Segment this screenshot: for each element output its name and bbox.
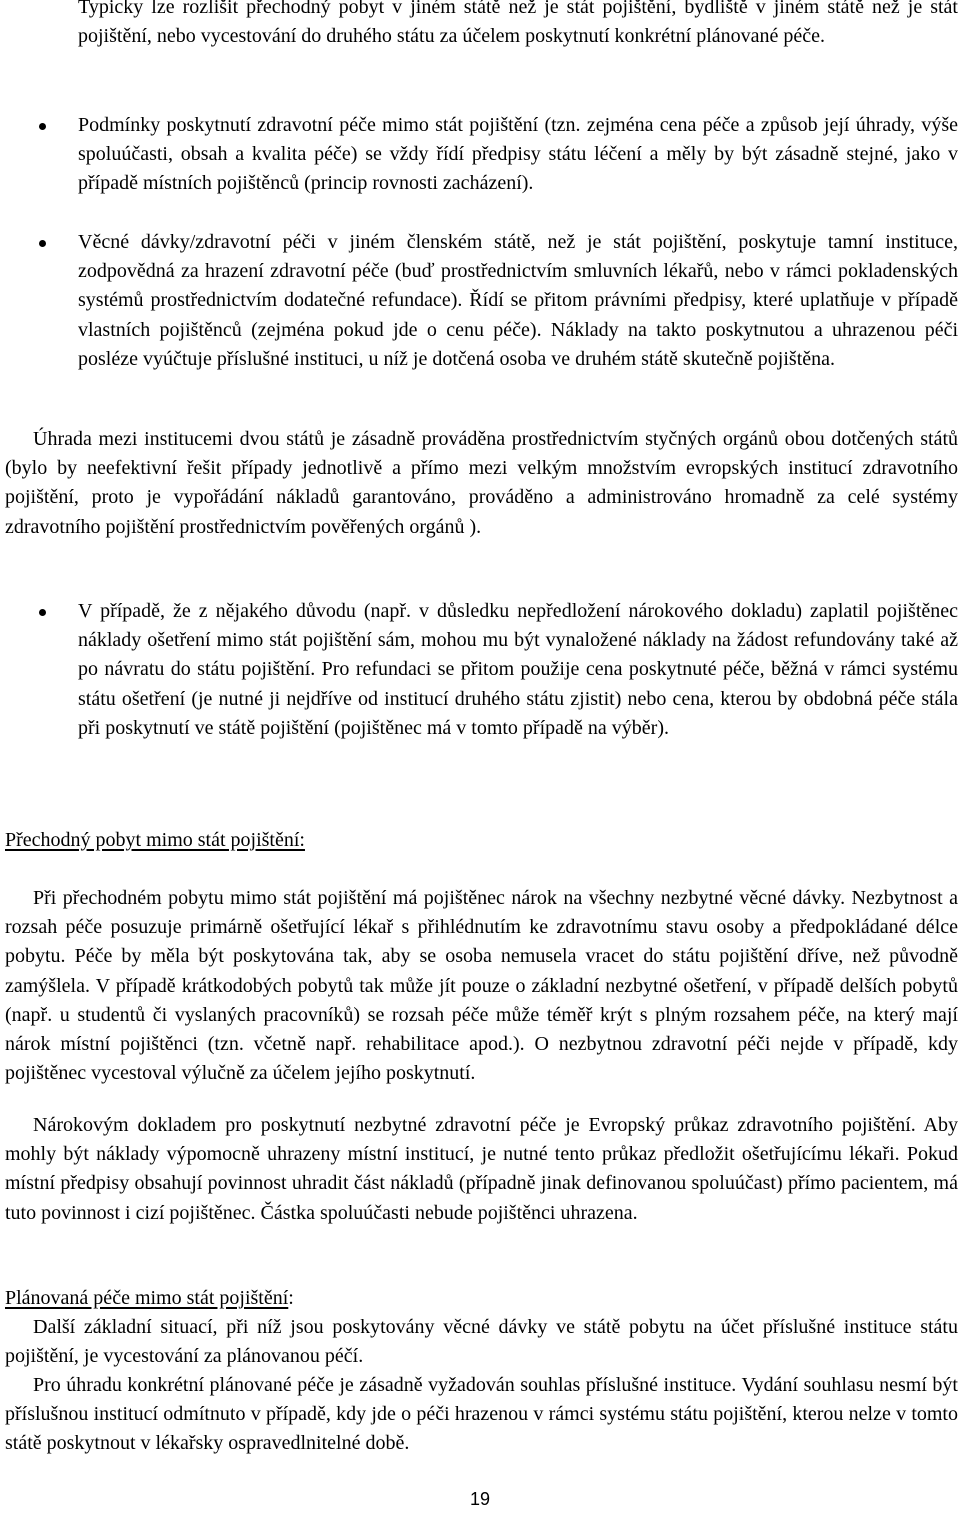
heading-text: Přechodný pobyt mimo stát pojištění: [5, 829, 305, 851]
bullet-icon [39, 609, 46, 616]
planned-care-paragraph-2 [5, 1371, 958, 1459]
temporary-stay-paragraph-2 [5, 1111, 958, 1228]
intro-paragraph [78, 0, 958, 51]
page-number: 19 [469, 1489, 491, 1509]
paragraph-text: Pro úhradu konkrétní plánované péče je zásadně vyžadován souhlas příslušné instituce. Vydání souhlasu nesmí být příslušnou institucí odmítnuto v případě, kdy jde o péči hrazenou v rámci systému státu pojištění, kterou nelze v tomto státě poskytnout v lékařsky ospravedlnitelné době. [5, 1374, 958, 1455]
bullet-icon [39, 123, 46, 130]
paragraph-text: Další základní situací, při níž jsou poskytovány věcné dávky ve státě pobytu na účet příslušné instituce státu pojištění, je vycestování za plánovanou péčí. [5, 1316, 958, 1368]
payment-text: Úhrada mezi institucemi dvou států je zásadně prováděna prostřednictvím styčných orgánů obou dotčených států (bylo by neefektivní řešit případy jednotlivě a přímo mezi velkým množstvím evropských institucí zdravotního pojištění, proto je vypořádání nákladů garantováno, prováděno a administrováno hromadně za celé systémy zdravotního pojištění prostřednictvím pověřených orgánů ). [5, 428, 958, 538]
planned-care-paragraph-1 [5, 1313, 958, 1371]
payment-paragraph [5, 425, 958, 542]
bullet-text: Věcné dávky/zdravotní péči v jiném členském státě, než je stát pojištění, poskytuje tamní instituce, zodpovědná za hrazení zdravotní péče (buď prostřednictvím smluvních lékařů, nebo v rámci pokladenských systémů prostřednictvím dodatečné refundace). Řídí se přitom právními předpisy, které uplatňuje v případě vlastních pojištěnců (zejména pokud jde o cenu péče). Náklady na takto poskytnutou a uhrazenou péči posléze vyúčtuje příslušné instituci, u níž je dotčená osoba ve druhém státě skutečně pojištěna. [78, 231, 958, 370]
temporary-stay-paragraph-1 [5, 884, 958, 1088]
heading-colon: : [288, 1287, 294, 1309]
bullet-text: V případě, že z nějakého důvodu (např. v důsledku nepředložení nárokového dokladu) zaplatil pojištěnec náklady ošetření mimo stát pojištění sám, mohou mu být vynaložené náklady na žádost refundovány také až po návratu do státu pojištění. Pro refundaci se přitom použije cena poskytnuté péče, běžná v rámci systému státu ošetření (je nutné ji nejdříve od institucí druhého státu zjistit) nebo cena, kterou by obdobná péče stála při poskytnutí ve státě pojištění (pojištěnec má v tomto případě na výběr). [78, 600, 958, 739]
paragraph-text: Nárokovým dokladem pro poskytnutí nezbytné zdravotní péče je Evropský průkaz zdravotního pojištění. Aby mohly být náklady výpomocně uhrazeny místní institucí, je nutné tento průkaz předložit ošetřujícímu lékaři. Pokud místní předpisy obsahují povinnost uhradit část nákladů (případně jinak definovanou spoluúčast) přímo pacientem, má tuto povinnost i cizí pojištěnec. Částka spoluúčasti nebude pojištěnci uhrazena. [5, 1114, 958, 1224]
section-heading-temporary-stay [5, 826, 305, 855]
section-heading-planned-care [5, 1284, 294, 1313]
paragraph-text: Při přechodném pobytu mimo stát pojištění má pojištěnec nárok na všechny nezbytné věcné dávky. Nezbytnost a rozsah péče posuzuje primárně ošetřující lékař s přihlédnutím ke zdravotnímu stavu osoby a předpokládané délce pobytu. Péče by měla být poskytována tak, aby se osoba nemusela vracet do státu pojištění dříve, než původně zamýšlela. V případě krátkodobých pobytů tak může jít pouze o základní nezbytné ošetření, v případě delších pobytů (např. u studentů či vyslaných pracovníků) se rozsah péče může téměř krýt s plným rozsahem péče, na který mají nárok místní pojištěnci (tzn. včetně např. rehabilitace apod.). O nezbytnou zdravotní péči nejde v případě, kdy pojištěnec vycestoval výlučně za účelem jejího poskytnutí. [5, 887, 958, 1085]
bullet-text: Podmínky poskytnutí zdravotní péče mimo stát pojištění (tzn. zejména cena péče a způsob její úhrady, výše spoluúčasti, obsah a kvalita péče) se vždy řídí předpisy státu léčení a měly by být zásadně stejné, jako v případě místních pojištěnců (princip rovnosti zacházení). [78, 114, 958, 195]
intro-text: Typicky lze rozlišit přechodný pobyt v jiném státě než je stát pojištění, bydliště v jiném státě než je stát pojištění, nebo vycestování do druhého státu za účelem poskytnutí konkrétní plánované péče. [78, 0, 958, 48]
heading-text: Plánovaná péče mimo stát pojištění [5, 1287, 289, 1309]
bullet-icon [39, 240, 46, 247]
